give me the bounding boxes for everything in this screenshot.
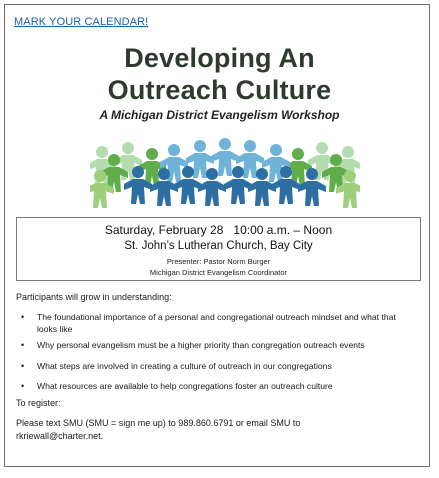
event-presenter: Presenter: Pastor Norm Burger [166, 257, 271, 266]
intro-text: Participants will grow in understanding: [16, 292, 172, 302]
list-item: • What steps are involved in creating a culture of outreach in our congregations [21, 360, 332, 371]
title-line-1: Developing An [124, 43, 315, 73]
flyer-subtitle: A Michigan District Evangelism Workshop [99, 108, 340, 122]
register-heading: To register: [16, 398, 61, 408]
bullet-icon: • [21, 340, 25, 350]
title-line-2: Outreach Culture [107, 75, 332, 105]
list-item: • Why personal evangelism must be a higher priority than congregation outreach events [21, 340, 365, 350]
bullet-icon: • [21, 360, 25, 371]
bullet-icon: • [21, 312, 25, 322]
event-date: Saturday, February 28 [104, 223, 224, 237]
register-instructions: Please text SMU (SMU = sign me up) to 989.860.6791 or email SMU to [16, 418, 301, 428]
event-time: 10:00 a.m. – Noon [233, 223, 333, 237]
flyer-title [0, 42, 439, 106]
mark-calendar-link[interactable]: MARK YOUR CALENDAR! [14, 16, 149, 28]
event-details-box [16, 217, 421, 281]
presenter-role: Michigan District Evangelism Coordinator [149, 268, 288, 277]
paper-people-illustration [90, 128, 360, 210]
register-email[interactable]: rkriewall@charter.net. [16, 431, 104, 441]
list-item: • The foundational importance of a personal and congregational outreach mindset and what that looks like [21, 312, 396, 334]
event-location: St. John’s Lutheran Church, Bay City [124, 240, 313, 252]
bullet-icon: • [21, 381, 25, 391]
list-item: • What resources are available to help congregations foster an outreach culture [21, 381, 333, 391]
event-date-time [17, 223, 420, 237]
learning-points-list [16, 306, 414, 393]
